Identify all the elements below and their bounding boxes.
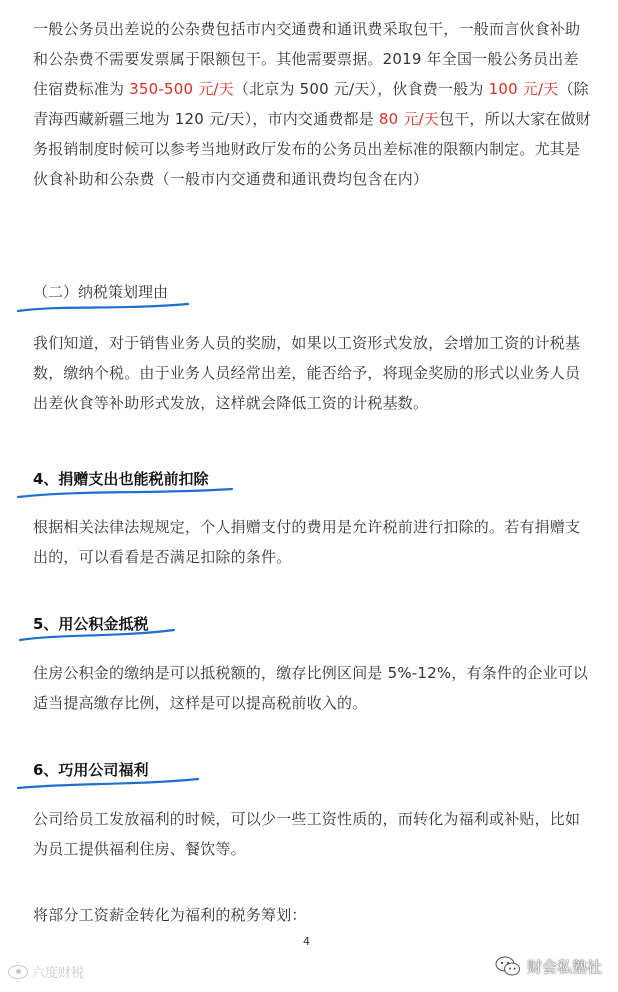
highlight-lodging-standard: 350-500 元/天 bbox=[129, 80, 234, 98]
wechat-icon bbox=[495, 955, 521, 977]
paragraph-housing-fund: 住房公积金的缴纳是可以抵税额的，缴存比例区间是 5%-12%，有条件的企业可以适当提高缴存比例，这样是可以提高税前收入的。 bbox=[33, 664, 589, 712]
underline-stroke bbox=[20, 630, 174, 640]
eye-icon bbox=[8, 965, 28, 979]
underline-stroke bbox=[18, 779, 198, 788]
highlight-transport-standard: 80 元/天 bbox=[378, 110, 439, 128]
text-run: 一般公务员出差说的公杂费包括市内交通费和通讯费采取包干，一般而言伙食补助和公杂费不需要发票属于限额包干。其他需要票据。2019 年全国一般公务员出差住宿费标准为 bbox=[33, 20, 581, 98]
page-number: 4 bbox=[303, 935, 310, 948]
paragraph-welfare-planning: 将部分工资薪金转化为福利的税务筹划： bbox=[33, 906, 307, 924]
watermark-right-text: 财会私塾社 bbox=[526, 957, 602, 976]
heading-company-welfare: 6、巧用公司福利 bbox=[33, 761, 149, 779]
heading-tax-planning-reason: （二）纳税策划理由 bbox=[33, 283, 169, 301]
watermark-right bbox=[495, 955, 602, 977]
text-run: （北京为 500 元/天），伙食费一般为 bbox=[233, 80, 489, 98]
text-run: （除青海西藏新疆三地为 120 元/天），市内交通费都是 bbox=[33, 80, 589, 128]
text-run: 包干，所以大家在做财务报销制度时候可以参考当地财政厅发布的公务员出差标准的限额内制定。尤其是伙食补助和公杂费（一般市内交通费和通讯费均包含在内） bbox=[33, 110, 592, 188]
heading-housing-fund: 5、用公积金抵税 bbox=[33, 615, 149, 633]
paragraph-donation: 根据相关法律法规规定，个人捐赠支付的费用是允许税前进行扣除的。若有捐赠支出的，可以看看是否满足扣除的条件。 bbox=[33, 518, 581, 566]
highlight-meal-standard: 100 元/天 bbox=[488, 80, 559, 98]
underline-stroke bbox=[18, 489, 232, 497]
paragraph-welfare: 公司给员工发放福利的时候，可以少一些工资性质的，而转化为福利或补贴，比如为员工提供福利住房、餐饮等。 bbox=[33, 810, 581, 858]
watermark-left bbox=[8, 962, 84, 981]
underline-stroke bbox=[18, 304, 188, 311]
heading-donation-deduction: 4、捐赠支出也能税前扣除 bbox=[33, 470, 209, 488]
watermark-left-text: 六度财税 bbox=[32, 966, 85, 981]
paragraph-sales-bonus: 我们知道，对于销售业务人员的奖励，如果以工资形式发放，会增加工资的计税基数，缴纳个税。由于业务人员经常出差，能否给予，将现金奖励的形式以业务人员出差伙食等补助形式发放，这样就会降低工资的计税基数。 bbox=[33, 334, 581, 412]
